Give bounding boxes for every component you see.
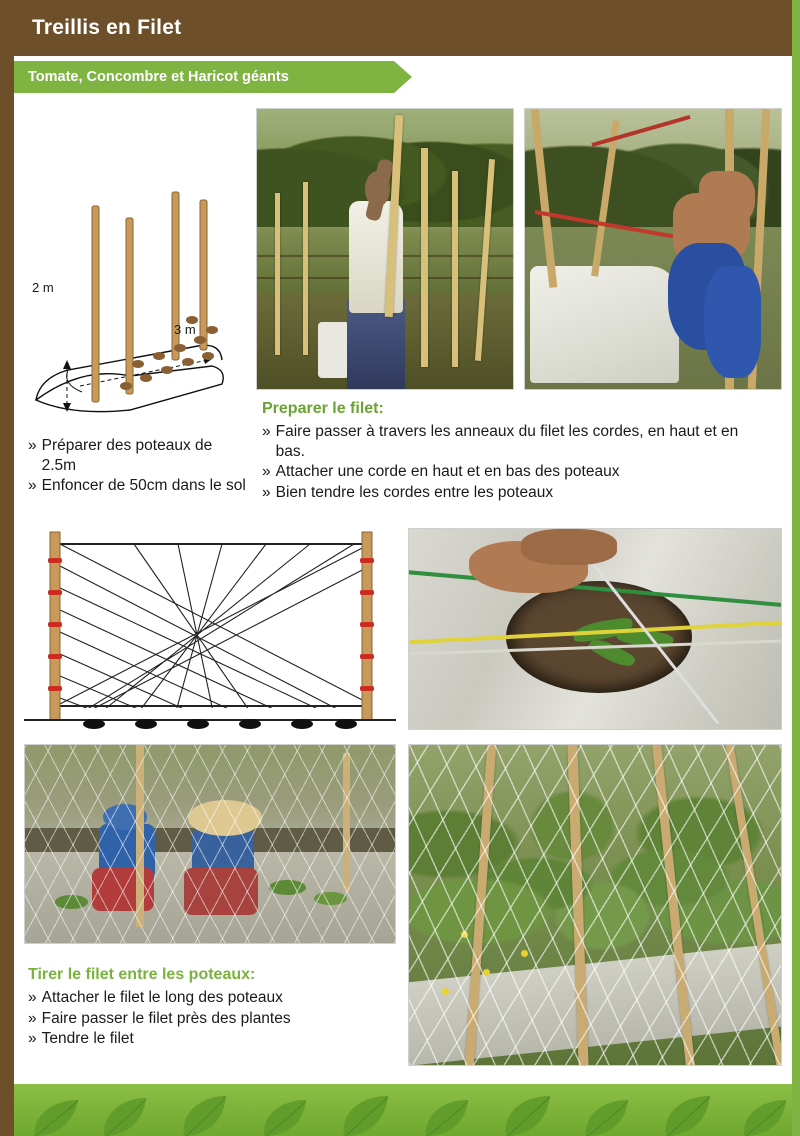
diagram-net-between-poles [24,528,396,734]
photo-seedling-in-plastic-mulch-hole [408,528,782,730]
bullet-text: Bien tendre les cordes entre les poteaux [275,483,554,501]
bullet-text: Enfoncer de 50cm dans le sol [41,477,246,495]
section-stretch-net [28,966,398,1050]
bullet [28,436,248,475]
right-edge-green [792,0,800,1136]
bullet-marker: » [28,477,37,495]
bottom-decorative-band [14,1084,792,1136]
section-prepare-net-title: Preparer le filet: [262,400,384,417]
bullet [28,988,398,1008]
diagram-depth-label: 3 m [174,322,196,337]
net-diagram-svg [24,528,396,734]
bullet [28,476,248,496]
bullet [28,1009,398,1029]
left-spine [0,0,14,1136]
page-title: Treillis en Filet [32,16,182,39]
bullet [262,483,762,503]
subtitle-text: Tomate, Concombre et Haricot géants [28,69,289,85]
diagram-height-label: 2 m [32,280,54,295]
bullet-marker: » [262,463,271,481]
section-prepare-net [262,400,762,503]
section-stretch-net-title: Tirer le filet entre les poteaux: [28,966,256,983]
bullet [262,462,762,482]
photo-man-installing-bamboo-poles [256,108,514,390]
bullet-marker: » [28,437,37,454]
photo-cucumber-field-with-net-trellis [408,744,782,1066]
bullet-text: Attacher une corde en haut et en bas des poteaux [275,463,620,481]
bullet [262,422,762,461]
photo-hands-tying-rope-to-pole [524,108,782,390]
section-poles [28,436,248,497]
subtitle-tab [14,61,394,93]
bullet [28,1029,398,1049]
photo-two-workers-under-net [24,744,396,944]
trellis-schematic-diagram [22,170,252,430]
bullet-text: Faire passer à travers les anneaux du filet les cordes, en haut et en bas. [275,423,739,460]
header-bar [14,0,792,56]
bullet-text: Préparer des poteaux de 2.5m [41,437,213,474]
bullet-text: Attacher le filet le long des poteaux [41,989,283,1006]
bullet-marker: » [262,483,271,501]
bullet-marker: » [28,1009,37,1027]
bullet-marker: » [28,989,37,1006]
bullet-marker: » [28,1030,37,1048]
bullet-marker: » [262,423,271,440]
bullet-text: Tendre le filet [41,1030,134,1048]
leaf-pattern-icon [14,1084,792,1136]
trellis-schematic-svg [22,170,252,430]
bullet-text: Faire passer le filet près des plantes [41,1009,291,1027]
